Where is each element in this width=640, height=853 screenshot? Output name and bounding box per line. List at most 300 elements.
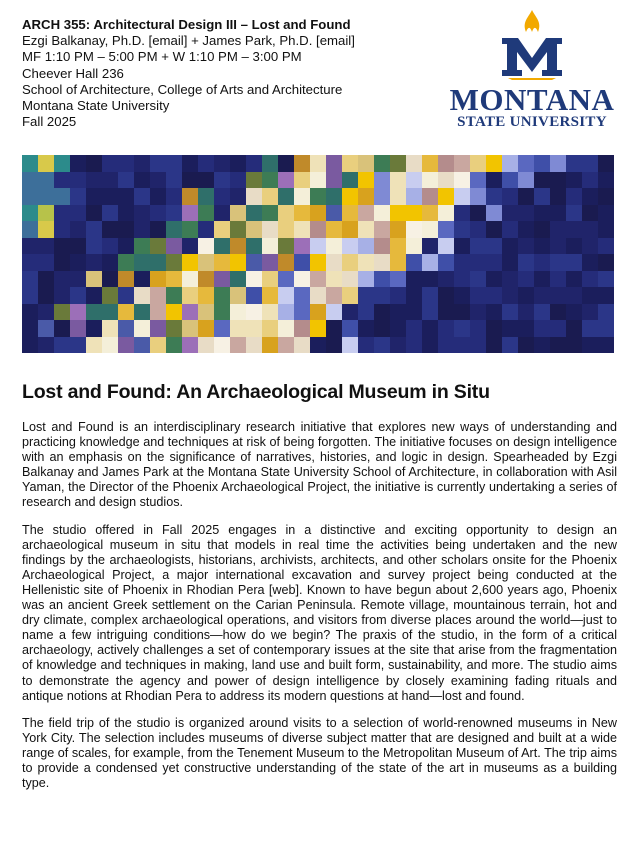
hero-pixel [198,172,214,189]
instructors: Ezgi Balkanay, Ph.D. [email] + James Park, Ph.D. [email] [22,33,355,49]
hero-pixel [150,155,166,172]
hero-pixel [214,304,230,321]
hero-pixel [118,221,134,238]
hero-pixel [246,287,262,304]
hero-pixel [230,337,246,354]
hero-pixel [150,238,166,255]
hero-pixel [406,188,422,205]
hero-pixel [182,287,198,304]
hero-pixel [438,320,454,337]
hero-pixel [262,172,278,189]
hero-pixel [278,188,294,205]
hero-pixel [230,205,246,222]
hero-pixel [502,271,518,288]
hero-pixel [582,320,598,337]
hero-pixel [502,188,518,205]
hero-pixel [86,271,102,288]
hero-pixel [198,287,214,304]
hero-pixel [102,254,118,271]
hero-pixel [86,254,102,271]
hero-pixel [534,172,550,189]
hero-pixel [166,254,182,271]
hero-pixel [502,337,518,354]
hero-pixel [438,254,454,271]
hero-pixel [390,337,406,354]
hero-pixel [134,287,150,304]
hero-pixel [598,254,614,271]
hero-pixel [182,320,198,337]
hero-pixel [454,337,470,354]
hero-pixel [70,238,86,255]
hero-pixel [406,205,422,222]
hero-pixel [374,320,390,337]
hero-pixel [102,304,118,321]
hero-pixel [502,254,518,271]
hero-pixel [86,337,102,354]
hero-pixel [294,337,310,354]
hero-pixel [134,221,150,238]
hero-pixel [294,172,310,189]
hero-pixel [598,337,614,354]
hero-pixel [582,238,598,255]
hero-pixel [342,337,358,354]
hero-pixel [166,287,182,304]
hero-pixel [230,238,246,255]
hero-pixel [374,254,390,271]
hero-pixel [246,238,262,255]
hero-pixel [54,205,70,222]
hero-pixel [550,320,566,337]
hero-pixel [326,238,342,255]
hero-pixel [390,221,406,238]
hero-pixel [342,271,358,288]
hero-pixel [358,271,374,288]
hero-pixel [342,205,358,222]
hero-pixel [550,271,566,288]
hero-pixel [166,320,182,337]
hero-pixel [134,320,150,337]
logo-wordmark-montana: MONTANA [449,82,615,117]
hero-pixel [22,155,38,172]
hero-pixel [118,188,134,205]
hero-pixel [422,221,438,238]
hero-pixel [406,155,422,172]
hero-pixel [406,172,422,189]
hero-pixel [150,304,166,321]
hero-pixel [294,271,310,288]
hero-pixel [470,205,486,222]
hero-pixel [342,254,358,271]
hero-pixel [486,188,502,205]
hero-pixel [22,205,38,222]
hero-pixel [422,287,438,304]
hero-pixel [486,304,502,321]
hero-pixel [566,337,582,354]
hero-pixel [326,205,342,222]
hero-pixel [470,337,486,354]
hero-pixel [294,188,310,205]
hero-pixel [54,337,70,354]
term: Fall 2025 [22,114,77,130]
school: School of Architecture, College of Arts and Architecture [22,81,343,97]
hero-pixel [534,254,550,271]
hero-pixel [198,254,214,271]
hero-pixel [390,320,406,337]
hero-pixel [438,155,454,172]
hero-pixel [502,287,518,304]
hero-pixel [550,172,566,189]
university: Montana State University [22,98,170,114]
hero-pixel [422,304,438,321]
hero-pixel [518,205,534,222]
hero-pixel [22,238,38,255]
hero-pixel [486,221,502,238]
hero-pixel [102,271,118,288]
hero-pixel [278,287,294,304]
hero-pixel [358,254,374,271]
hero-pixel [438,172,454,189]
hero-pixel [454,205,470,222]
hero-pixel [230,188,246,205]
hero-pixel [198,188,214,205]
hero-pixel [470,172,486,189]
hero-pixel [486,271,502,288]
hero-pixel [454,221,470,238]
hero-pixel [534,320,550,337]
hero-pixel [166,172,182,189]
hero-pixel [38,155,54,172]
hero-pixel [534,221,550,238]
hero-pixel [214,320,230,337]
hero-pixel [470,304,486,321]
hero-pixel [566,172,582,189]
hero-pixel [38,205,54,222]
paragraph-intro: Lost and Found is an interdisciplinary research initiative that explores new ways of understanding and practicing knowledge and techniques at risk of being forgotten. The initiative focuses on design intelligence with an emphasis on the significance of narratives, histories, and logic in design. Spearheaded by Ezgi Balkanay and James Park at the Montana State University School of Architecture, in collaboration with Asil Yaman, the Director of the Phoenix Archaeological Project, the initiative is currently undertaking a series of research and design studios. [22,420,617,510]
hero-pixel [326,172,342,189]
hero-pixel [502,221,518,238]
hero-pixel [166,221,182,238]
hero-pixel [582,172,598,189]
hero-pixel [246,320,262,337]
hero-pixel [406,320,422,337]
hero-pixel [54,254,70,271]
hero-pixel [310,254,326,271]
hero-pixel [518,172,534,189]
hero-pixel [102,320,118,337]
hero-pixel [70,320,86,337]
hero-pixel [198,304,214,321]
hero-pixel [294,205,310,222]
hero-pixel [518,238,534,255]
hero-pixel [38,271,54,288]
hero-pixel [454,254,470,271]
hero-pixel [582,254,598,271]
hero-pixel [422,337,438,354]
hero-pixel [310,172,326,189]
hero-pixel [214,337,230,354]
hero-pixel [182,205,198,222]
hero-pixel [86,238,102,255]
hero-pixel [518,337,534,354]
hero-pixel [22,271,38,288]
hero-pixel [454,287,470,304]
hero-pixel [566,205,582,222]
hero-pixel [294,155,310,172]
hero-pixel [406,221,422,238]
hero-pixel [534,205,550,222]
hero-pixel [326,337,342,354]
hero-pixel [22,188,38,205]
hero-pixel [54,188,70,205]
hero-pixel [70,155,86,172]
hero-pixel [454,238,470,255]
hero-pixel [86,155,102,172]
hero-pixel [246,172,262,189]
hero-pixel [374,155,390,172]
hero-pixel [374,238,390,255]
hero-pixel [374,271,390,288]
hero-pixel [150,205,166,222]
hero-pixel [422,172,438,189]
hero-pixel [198,238,214,255]
hero-pixel [598,320,614,337]
hero-pixel [358,155,374,172]
hero-pixel [486,238,502,255]
hero-pixel [278,205,294,222]
hero-pixel [470,188,486,205]
hero-pixel [134,205,150,222]
hero-pixel [406,271,422,288]
hero-pixel [246,205,262,222]
hero-pixel [86,205,102,222]
hero-pixel [518,320,534,337]
hero-pixel [278,304,294,321]
hero-pixel [70,271,86,288]
hero-pixel [70,254,86,271]
hero-pixel [438,287,454,304]
hero-pixel [134,172,150,189]
hero-pixel [550,221,566,238]
hero-pixel [566,287,582,304]
hero-pixel [134,337,150,354]
hero-pixel [502,238,518,255]
hero-pixel [166,188,182,205]
hero-pixel [294,287,310,304]
hero-pixel [550,155,566,172]
hero-pixel [38,304,54,321]
montana-m-icon [498,8,566,80]
hero-pixel [534,238,550,255]
logo-wordmark-state-university: STATE UNIVERSITY [457,114,607,130]
hero-pixel [182,221,198,238]
hero-pixel [54,271,70,288]
hero-pixel [486,205,502,222]
hero-pixel [22,287,38,304]
hero-pixel [342,304,358,321]
hero-pixel [150,320,166,337]
hero-pixel [390,155,406,172]
hero-pixel [262,188,278,205]
hero-pixel [278,238,294,255]
paragraph-studio: The studio offered in Fall 2025 engages in a distinctive and exciting opportunity to design an archaeological museum in situ that models in real time the activities being undertaken and the new findings by the archaeologists, historians, archivists, architects, and other scholars onsite for the Phoenix Archaeological Project, a major international excavation and survey project being conducted at the Hellenistic site of Phoenix in Rhodian Pera [web]. Known to have begun about 2,600 years ago, Phoenix was an ancient Greek settlement on the Carian Peninsula. Remote village, mountainous terrain, hot and dry climate, complex archaeological operations, and visitors from diverse places around the world—just to name a few intriguing conditions—how do we begin? The praxis of the studio, in the form of a critical archaeology, actively challenges a set of contemporary issues at the site that arise from the fragmentation of knowledge and techniques in making, land use and built form, sustainability, and more. The studio aims to demonstrate the agency and power of design intelligence by closely examining fading rituals and antique notions at Rhodian Pera to address its modern questions at hand—lost and found. [22,522,617,703]
hero-pixel [566,238,582,255]
hero-pixel [262,205,278,222]
hero-pixel [150,188,166,205]
hero-pixel [390,205,406,222]
schedule: MF 1:10 PM – 5:00 PM + W 1:10 PM – 3:00 PM [22,49,302,65]
hero-pixel [358,337,374,354]
hero-pixel [262,337,278,354]
hero-pixel [198,205,214,222]
hero-pixel [118,320,134,337]
hero-pixel [406,304,422,321]
hero-pixel [118,238,134,255]
hero-pixel [470,287,486,304]
hero-pixel [102,287,118,304]
hero-pixel [118,271,134,288]
hero-pixel [326,155,342,172]
page-title: Lost and Found: An Archaeological Museum in Situ [22,381,490,403]
hero-pixel [550,304,566,321]
hero-pixel [566,320,582,337]
hero-pixel [374,188,390,205]
hero-pixel [54,287,70,304]
hero-pixel [358,172,374,189]
hero-pixel [102,337,118,354]
hero-pixel [118,287,134,304]
hero-pixel [534,188,550,205]
hero-pixel [134,304,150,321]
hero-pixel [54,172,70,189]
hero-pixel [438,221,454,238]
hero-pixel [438,188,454,205]
hero-pixel [134,238,150,255]
hero-pixel [54,238,70,255]
hero-pixel [262,271,278,288]
hero-pixel [38,254,54,271]
hero-pixel [550,337,566,354]
hero-pixel [582,337,598,354]
body-text [22,420,617,803]
hero-pixel [22,337,38,354]
hero-pixel [550,188,566,205]
hero-pixel [454,271,470,288]
hero-pixel [22,254,38,271]
hero-pixel [22,172,38,189]
hero-pixel [102,155,118,172]
hero-pixel [246,337,262,354]
hero-pixel [86,188,102,205]
hero-pixel [374,337,390,354]
hero-pixel [246,221,262,238]
hero-pixel [134,271,150,288]
hero-pixel [278,155,294,172]
hero-pixel [502,155,518,172]
hero-pixel [582,304,598,321]
hero-pixel [38,287,54,304]
hero-pixel [310,221,326,238]
hero-pixel [454,304,470,321]
hero-pixel [150,287,166,304]
hero-pixel [342,188,358,205]
hero-pixel [422,238,438,255]
hero-pixel [70,172,86,189]
hero-pixel [454,172,470,189]
hero-pixel [70,221,86,238]
hero-pixel [470,320,486,337]
hero-pixel [422,254,438,271]
hero-pixel [150,337,166,354]
hero-pixel [86,287,102,304]
course-header [22,17,442,130]
hero-pixel [86,304,102,321]
hero-pixel [566,304,582,321]
hero-pixel [470,221,486,238]
hero-pixel [582,205,598,222]
hero-pixel [118,304,134,321]
hero-pixel [182,155,198,172]
hero-pixel [374,205,390,222]
hero-pixel [246,271,262,288]
hero-pixel [566,271,582,288]
hero-pixel [230,320,246,337]
hero-pixel [262,221,278,238]
hero-pixel [502,304,518,321]
hero-pixel [566,254,582,271]
hero-pixel [166,337,182,354]
hero-pixel [598,172,614,189]
hero-pixel [54,304,70,321]
hero-pixel [454,188,470,205]
hero-pixel [438,337,454,354]
hero-pixel [38,337,54,354]
hero-pixel [70,188,86,205]
hero-pixel [262,304,278,321]
hero-pixel [390,287,406,304]
hero-pixel [550,254,566,271]
hero-pixel [310,304,326,321]
hero-pixel [182,188,198,205]
hero-pixel [22,304,38,321]
hero-pixel [326,287,342,304]
hero-pixel [534,287,550,304]
hero-pixel [294,320,310,337]
hero-pixel [86,221,102,238]
hero-pixel [150,221,166,238]
hero-pixel [102,238,118,255]
hero-pixel [598,238,614,255]
hero-pixel [454,320,470,337]
hero-pixel [214,155,230,172]
hero-pixel [54,320,70,337]
hero-pixel [358,287,374,304]
hero-pixel [342,221,358,238]
hero-pixel [118,155,134,172]
hero-pixel [214,172,230,189]
hero-pixel [214,205,230,222]
hero-pixel [278,172,294,189]
hero-pixel [518,155,534,172]
hero-pixel [310,188,326,205]
hero-pixel [358,320,374,337]
hero-pixel [246,155,262,172]
hero-pixel [246,304,262,321]
hero-pixel [22,320,38,337]
hero-pixel [278,221,294,238]
hero-pixel [262,238,278,255]
hero-pixel [422,320,438,337]
hero-pixel [70,337,86,354]
